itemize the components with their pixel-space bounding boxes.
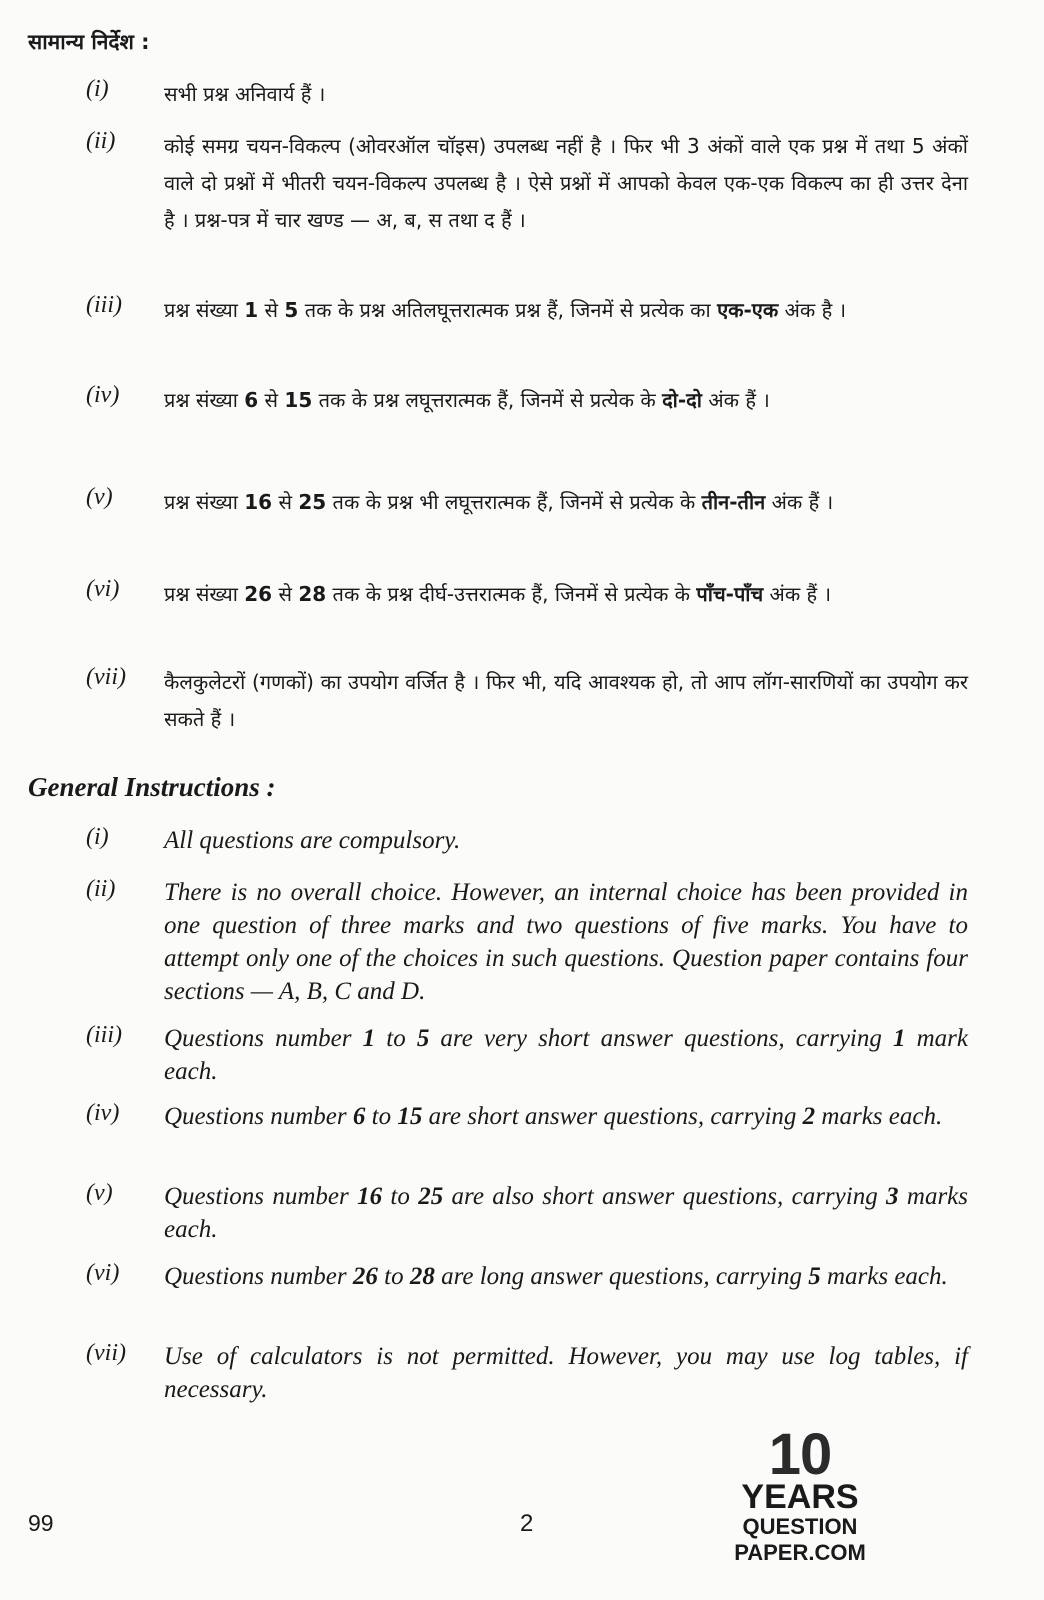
- item-number: (vii): [86, 1340, 126, 1366]
- instruction-text: प्रश्न संख्या 6 से 15 तक के प्रश्न लघूत्तरात्मक हैं, जिनमें से प्रत्येक के दो-दो अंक हैं ।: [164, 388, 770, 412]
- instruction-text: There is no overall choice. However, an internal choice has been provided in one question of three marks and two questions of five marks. You have to attempt only one of the choices in such questions. Question paper contains four sections — A, B, C and D.: [164, 879, 968, 1005]
- hindi-heading: सामान्य निर्देश :: [28, 30, 150, 54]
- item-number: (ii): [86, 128, 116, 154]
- item-number: (i): [86, 824, 109, 850]
- page-number: 2: [520, 1510, 534, 1537]
- item-number: (vii): [86, 664, 126, 690]
- item-number: (iii): [86, 1022, 122, 1048]
- instruction-text: Use of calculators is not permitted. However, you may use log tables, if necessary.: [164, 1343, 968, 1403]
- instruction-text: प्रश्न संख्या 16 से 25 तक के प्रश्न भी लघूत्तरात्मक हैं, जिनमें से प्रत्येक के तीन-तीन अंक हैं ।: [164, 490, 834, 514]
- instruction-text: All questions are compulsory.: [164, 827, 461, 854]
- english-heading: General Instructions :: [28, 772, 276, 802]
- item-number: (v): [86, 1180, 113, 1206]
- item-number: (v): [86, 484, 113, 510]
- item-number: (iii): [86, 292, 122, 318]
- instruction-text: कैलकुलेटरों (गणकों) का उपयोग वर्जित है । फिर भी, यदि आवश्यक हो, तो आप लॉग-सारणियों का उपयोग कर सकते हैं ।: [164, 670, 968, 731]
- item-number: (vi): [86, 576, 120, 602]
- instruction-text: Questions number 6 to 15 are short answer questions, carrying 2 marks each.: [164, 1103, 943, 1130]
- instruction-text: सभी प्रश्न अनिवार्य हैं ।: [164, 82, 326, 106]
- instruction-text: प्रश्न संख्या 26 से 28 तक के प्रश्न दीर्घ-उत्तरात्मक हैं, जिनमें से प्रत्येक के पाँच-पाँच अंक हैं ।: [164, 582, 832, 606]
- watermark-logo: [680, 1422, 920, 1566]
- item-number: (ii): [86, 876, 116, 902]
- logo-years: YEARS: [741, 1478, 859, 1516]
- item-number: (vi): [86, 1260, 120, 1286]
- instruction-text: Questions number 16 to 25 are also short answer questions, carrying 3 marks each.: [164, 1183, 968, 1243]
- logo-site: QUESTION PAPER.COM: [734, 1514, 866, 1565]
- logo-number: 10: [768, 1422, 832, 1487]
- paper-code: 99: [28, 1510, 54, 1536]
- item-number: (iv): [86, 1100, 120, 1126]
- instruction-text: प्रश्न संख्या 1 से 5 तक के प्रश्न अतिलघूत्तरात्मक प्रश्न हैं, जिनमें से प्रत्येक का एक-एक अंक है ।: [164, 298, 847, 322]
- item-number: (i): [86, 76, 109, 102]
- instruction-text: कोई समग्र चयन-विकल्प (ओवरऑल चॉइस) उपलब्ध नहीं है । फिर भी 3 अंकों वाले एक प्रश्न में तथा 5 अंकों वाले दो प्रश्नों में भीतरी चयन-विकल्प उपलब्ध है । ऐसे प्रश्नों में आपको केवल एक-एक विकल्प का ही उत्तर देना है । प्रश्न-पत्र में चार खण्ड — अ, ब, स तथा द हैं ।: [164, 134, 968, 232]
- instruction-text: Questions number 1 to 5 are very short answer questions, carrying 1 mark each.: [164, 1025, 968, 1085]
- item-number: (iv): [86, 382, 120, 408]
- instruction-text: Questions number 26 to 28 are long answer questions, carrying 5 marks each.: [164, 1263, 948, 1290]
